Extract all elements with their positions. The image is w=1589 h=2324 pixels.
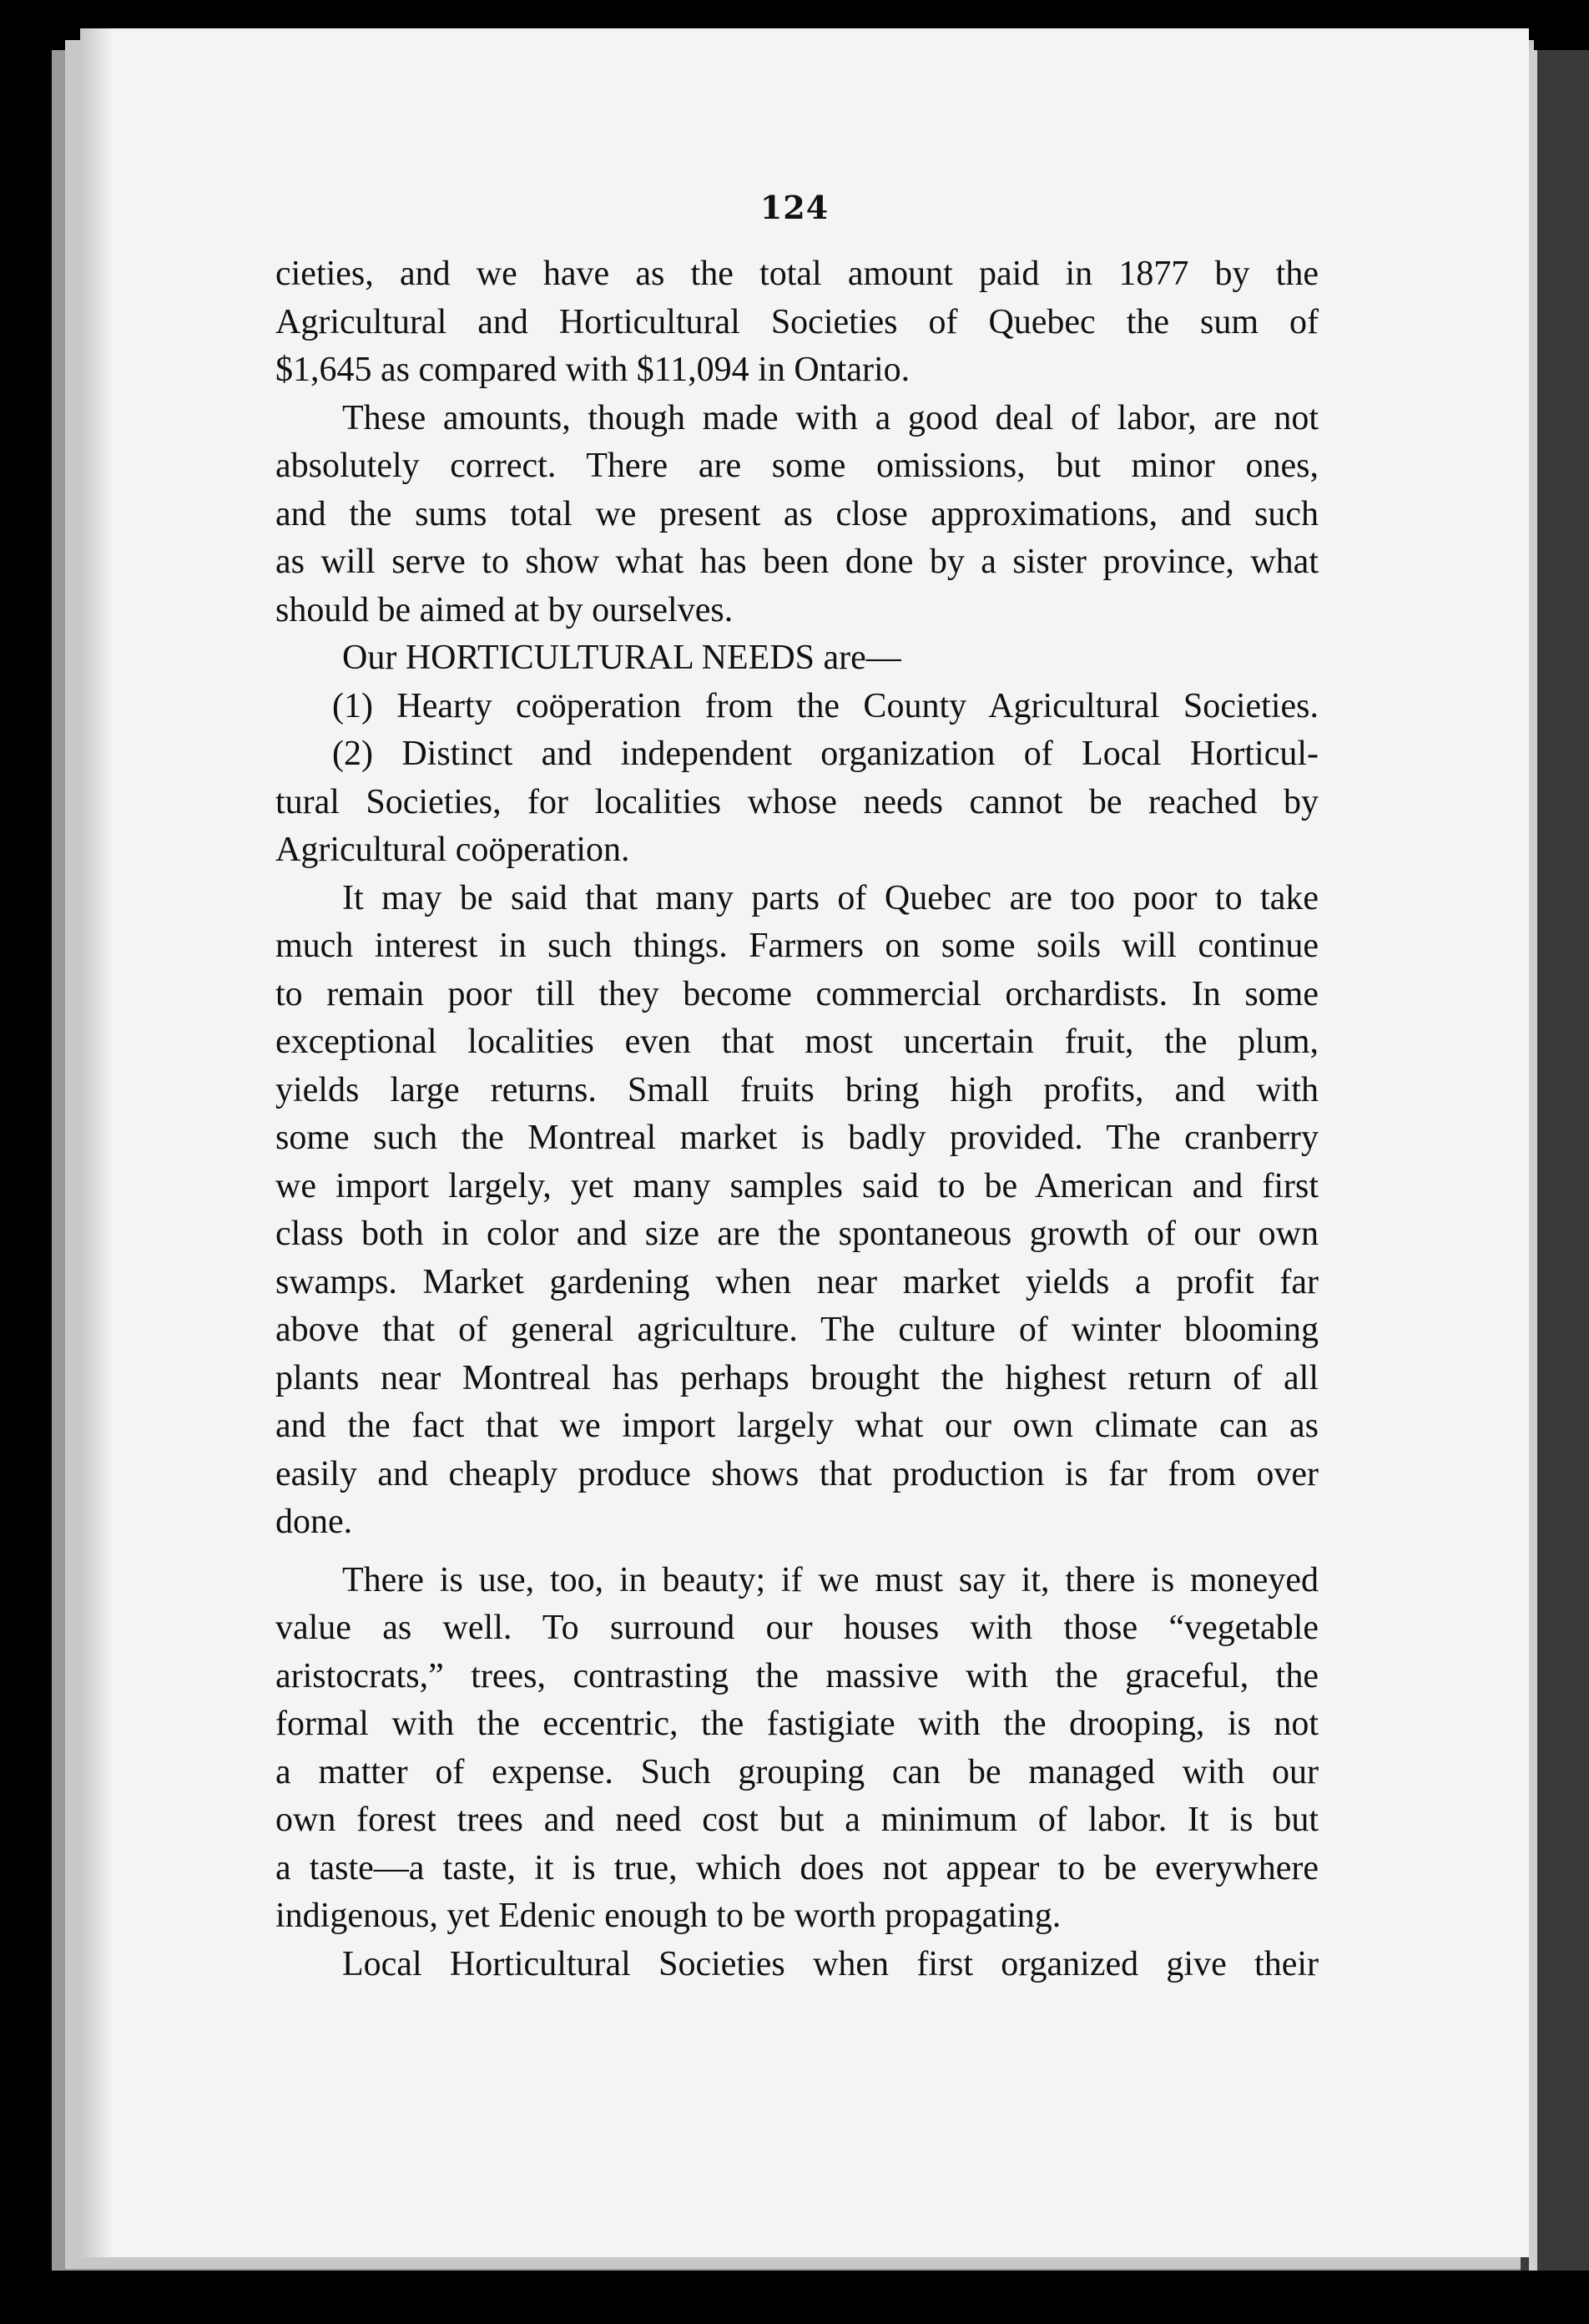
text-line: own forest trees and need cost but a minimum of labor. It is but	[275, 1801, 1319, 1839]
text-line: tural Societies, for localities whose needs cannot be reached by	[275, 782, 1319, 821]
text-line: a matter of expense. Such grouping can be managed with our	[275, 1752, 1319, 1791]
text-line: above that of general agriculture. The culture of winter blooming	[275, 1311, 1319, 1349]
text-line: It may be said that many parts of Quebec are too poor to take	[342, 878, 1319, 917]
text-line: much interest in such things. Farmers on some soils will continue	[275, 927, 1319, 965]
text-line: as will serve to show what has been done by a sister province, what	[275, 543, 1319, 581]
text-line: class both in color and size are the spontaneous growth of our own	[275, 1215, 1319, 1253]
text-line: indigenous, yet Edenic enough to be worth propagating.	[275, 1897, 1062, 1935]
text-line: There is use, too, in beauty; if we must say it, there is moneyed	[342, 1560, 1319, 1599]
text-line: yields large returns. Small fruits bring high profits, and with	[275, 1070, 1319, 1109]
text-line: (1) Hearty coöperation from the County Agricultural Societies.	[332, 686, 1319, 725]
text-line: $1,645 as compared with $11,094 in Ontario.	[275, 351, 911, 389]
text-line: exceptional localities even that most uncertain fruit, the plum,	[275, 1023, 1319, 1061]
text-line: plants near Montreal has perhaps brought the highest return of all	[275, 1358, 1319, 1397]
text-line: to remain poor till they become commercial orchardists. In some	[275, 974, 1319, 1013]
text-line: These amounts, though made with a good deal of labor, are not	[342, 398, 1319, 437]
text-line: cieties, and we have as the total amount paid in 1877 by the	[275, 255, 1319, 293]
text-line: some such the Montreal market is badly provided. The cranberry	[275, 1119, 1319, 1157]
text-line: and the fact that we import largely what our own climate can as	[275, 1407, 1319, 1445]
text-line: Agricultural and Horticultural Societies of Quebec the sum of	[275, 302, 1319, 341]
text-line: Agricultural coöperation.	[275, 831, 630, 869]
spine-shadow	[80, 28, 114, 2257]
text-line: swamps. Market gardening when near market yields a profit far	[275, 1262, 1319, 1301]
page-number: 124	[759, 189, 830, 226]
text-line: and the sums total we present as close approximations, and such	[275, 494, 1319, 533]
text-line: done.	[275, 1503, 353, 1541]
text-line: should be aimed at by ourselves.	[275, 590, 734, 629]
text-line: easily and cheaply produce shows that production is far from over	[275, 1454, 1319, 1493]
text-line: absolutely correct. There are some omissions, but minor ones,	[275, 447, 1319, 485]
text-line: value as well. To surround our houses with those “vegetable	[275, 1609, 1319, 1647]
right-margin-page-edge	[1529, 50, 1537, 2271]
text-line: aristocrats,” trees, contrasting the massive with the graceful, the	[275, 1656, 1319, 1695]
text-line: (2) Distinct and independent organization of Local Horticul-	[332, 735, 1319, 773]
body-text	[275, 250, 1319, 1988]
text-line: formal with the eccentric, the fastigiate with the drooping, is not	[275, 1705, 1319, 1743]
text-line: we import largely, yet many samples said to be American and first	[275, 1166, 1319, 1205]
text-line: Our HORTICULTURAL NEEDS are—	[342, 639, 901, 677]
text-line: a taste—a taste, it is true, which does not appear to be everywhere	[275, 1848, 1319, 1887]
text-line: Local Horticultural Societies when first organized give their	[342, 1944, 1319, 1983]
